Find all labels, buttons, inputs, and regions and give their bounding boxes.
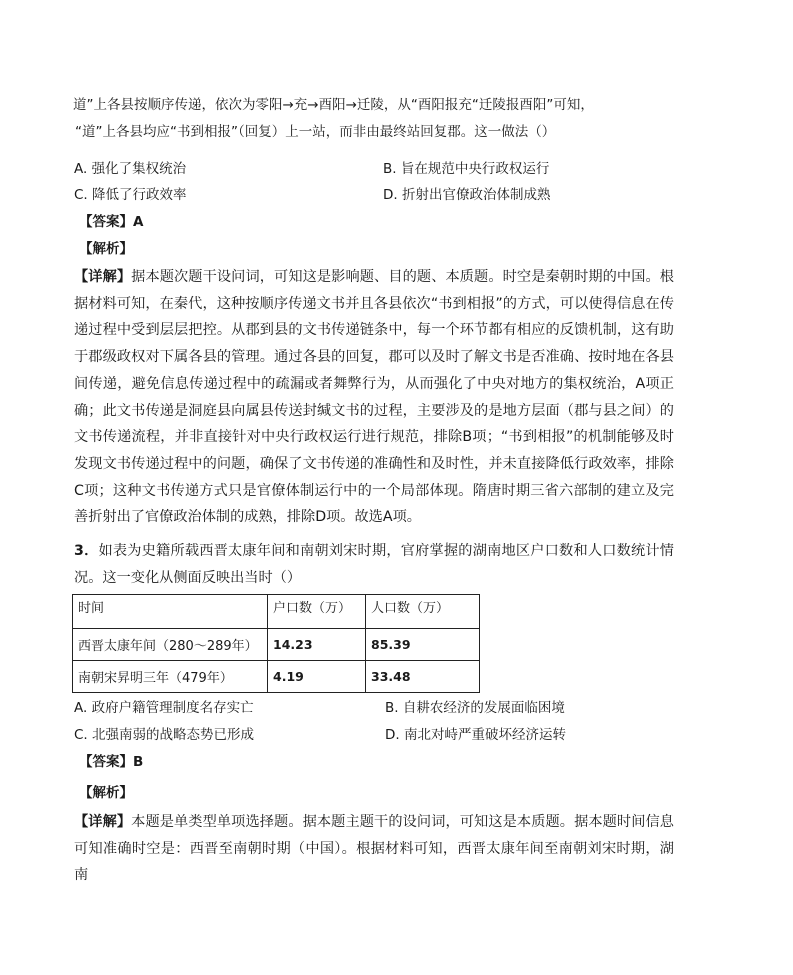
q3-option-b: B. 自耕农经济的发展面临困境 [385, 700, 565, 716]
q2-option-a: A. 强化了集权统治 [74, 161, 187, 177]
question-2-stem-line-1: 道”上各县按顺序传递，依次为零阳→充→酉阳→迁陵，从“酉阳报充“迁陵报酉阳”可知， [73, 97, 594, 113]
q3-explanation [74, 809, 674, 889]
q2-analysis-label: 【解析】 [79, 241, 133, 257]
table-cell-population: 85.39 [366, 629, 480, 661]
q3-explanation-text: 本题是单类型单项选择题。据本题主题干的设问词，可知这是本质题。据本题时间信息可知准确时空是：西晋至南朝时期（中国）。根据材料可知，西晋太康年间至南朝刘宋时期，湖南 [74, 814, 674, 884]
table-header-row [73, 595, 480, 629]
q3-option-a: A. 政府户籍管理制度名存实亡 [74, 700, 254, 716]
question-3-stem [74, 538, 674, 591]
q3-answer [79, 753, 143, 771]
answer-value: A [133, 214, 144, 230]
q2-explanation [74, 264, 674, 531]
table-header-cell: 户口数（万） [268, 595, 366, 629]
table-header-cell: 时间 [73, 595, 268, 629]
question-3-number: 3． [74, 543, 99, 559]
question-3-stem-text: 如表为史籍所载西晋太康年间和南朝刘宋时期，官府掌握的湖南地区户口数和人口数统计情况。这一变化从侧面反映出当时（） [74, 543, 674, 586]
detail-label: 【详解】 [74, 814, 132, 830]
answer-value: B [133, 754, 144, 770]
table-header-cell: 人口数（万） [366, 595, 480, 629]
q2-answer [79, 213, 143, 231]
table-cell-period: 南朝宋昇明三年（479年） [73, 661, 268, 693]
q3-analysis-label: 【解析】 [79, 785, 133, 801]
q2-explanation-text: 据本题次题干设问词，可知这是影响题、目的题、本质题。时空是秦朝时期的中国。根据材料可知，在秦代，这种按顺序传递文书并且各县依次“书到相报”的方式，可以使得信息在传递过程中受到层层把控。从郡到县的文书传递链条中，每一个环节都有相应的反馈机制，这有助于郡级政权对下属各县的管理。通过各县的回复，郡可以及时了解文书是否准确、按时地在各县间传递，避免信息传递过程中的疏漏或者舞弊行为，从而强化了中央对地方的集权统治，A项正确；此文书传递是洞庭县向属县传送封缄文书的过程，主要涉及的是地方层面（郡与县之间）的文书传递流程，并非直接针对中央行政权运行进行规范，排除B项；“书到相报”的机制能够及时发现文书传递过程中的问题，确保了文书传递的准确性和及时性，并未直接降低行政效率，排除C项；这种文书传递方式只是官僚体制运行中的一个局部体现。隋唐时期三省六部制的建立及完善折射出了官僚政治体制的成熟，排除D项。故选A项。 [74, 269, 674, 526]
q3-option-d: D. 南北对峙严重破坏经济运转 [385, 727, 566, 743]
answer-label: 【答案】 [79, 754, 133, 770]
q2-option-d: D. 折射出官僚政治体制成熟 [383, 187, 551, 203]
table-cell-period: 西晋太康年间（280～289年） [73, 629, 268, 661]
q2-option-b: B. 旨在规范中央行政权运行 [383, 161, 550, 177]
census-table [72, 594, 480, 693]
q2-option-c: C. 降低了行政效率 [74, 187, 187, 203]
answer-label: 【答案】 [79, 214, 133, 230]
q3-option-c: C. 北强南弱的战略态势已形成 [74, 727, 255, 743]
table-cell-households: 14.23 [268, 629, 366, 661]
question-2-stem-line-2: “道”上各县均应“书到相报”（回复）上一站，而非由最终站回复郡。这一做法（） [75, 124, 556, 140]
detail-label: 【详解】 [74, 269, 132, 285]
table-row [73, 629, 480, 661]
table-cell-households: 4.19 [268, 661, 366, 693]
table-row [73, 661, 480, 693]
table-cell-population: 33.48 [366, 661, 480, 693]
